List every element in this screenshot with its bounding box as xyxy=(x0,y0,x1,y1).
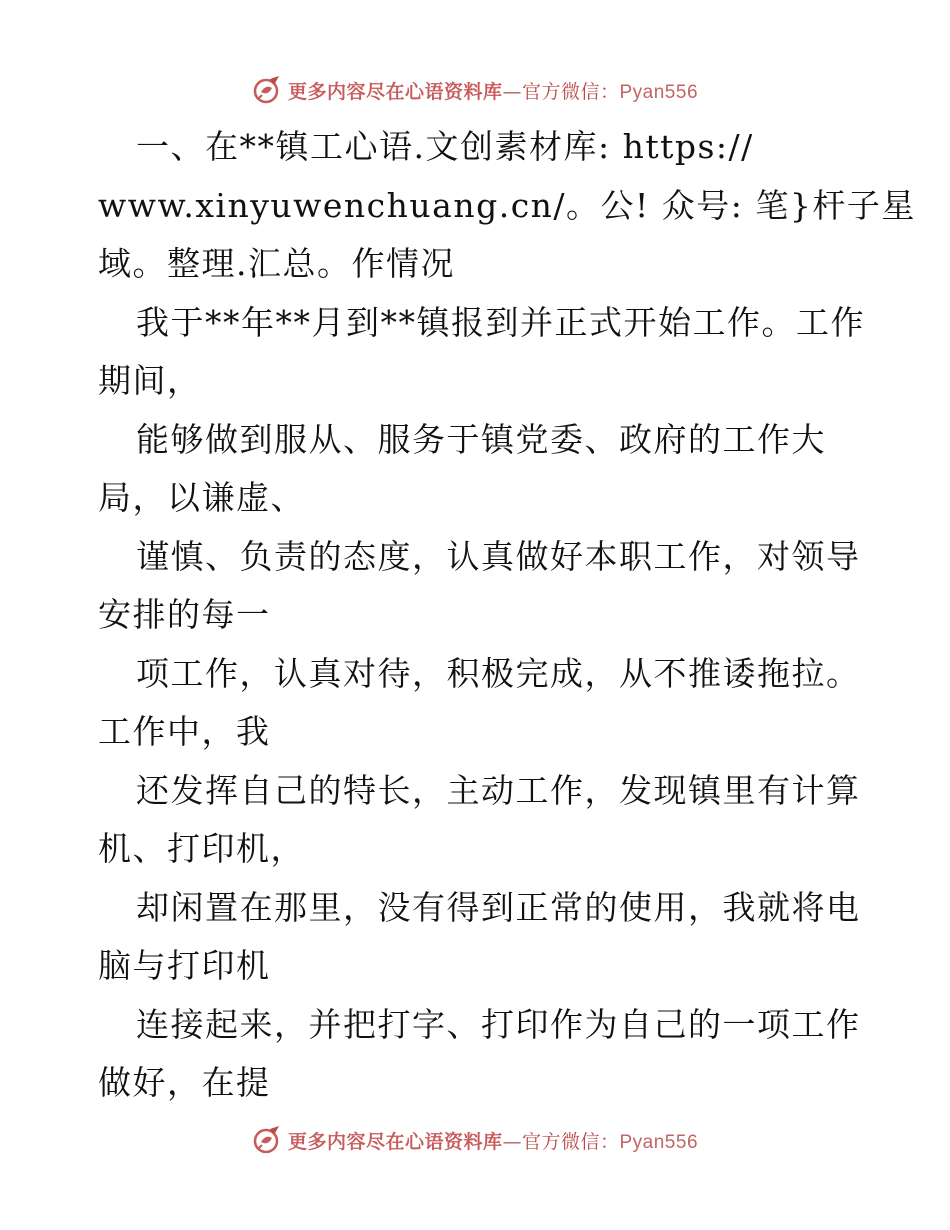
watermark-wechat-id: Pyan556 xyxy=(619,1131,699,1153)
text-line: 局，以谦虚、 xyxy=(98,478,305,517)
document-body xyxy=(98,118,916,1113)
text-line: 域。整理.汇总。作情况 xyxy=(98,244,455,283)
text-line: 我于**年**月到**镇报到并正式开始工作。工作 xyxy=(136,302,865,342)
footer-watermark-banner xyxy=(0,1120,950,1160)
watermark-wechat-label: 官方微信： xyxy=(521,1130,620,1153)
text-line: 机、打印机， xyxy=(98,829,305,868)
header-watermark-banner xyxy=(0,70,950,110)
watermark-brand: 更多内容尽在心语资料库 xyxy=(287,80,503,103)
text-line: 安排的每一 xyxy=(98,595,271,634)
text-line: 期间， xyxy=(98,361,202,400)
watermark-separator: — xyxy=(502,1130,522,1153)
text-line: 做好，在提 xyxy=(98,1063,271,1102)
watermark-brand: 更多内容尽在心语资料库 xyxy=(287,1130,503,1153)
watermark-text xyxy=(288,1127,698,1154)
watermark-text xyxy=(288,77,698,104)
text-line: 项工作，认真对待，积极完成，从不推诿拖拉。 xyxy=(136,653,861,693)
text-line: 谨慎、负责的态度，认真做好本职工作，对领导 xyxy=(136,536,861,576)
text-line: 连接起来，并把打字、打印作为自己的一项工作 xyxy=(136,1004,861,1044)
text-line: www.xinyuwenchuang.cn/。公! 众号: 笔}杆子星 xyxy=(98,185,916,225)
text-line: 工作中，我 xyxy=(98,712,271,751)
rose-pen-logo-icon xyxy=(252,1125,282,1155)
watermark-wechat-label: 官方微信： xyxy=(521,80,620,103)
text-line: 能够做到服从、服务于镇党委、政府的工作大 xyxy=(136,419,826,459)
text-line: 一、在**镇工心语.文创素材库: https:// xyxy=(136,127,754,166)
rose-pen-logo-icon xyxy=(252,75,282,105)
watermark-wechat-id: Pyan556 xyxy=(619,81,699,103)
watermark-separator: — xyxy=(502,80,522,103)
text-line: 脑与打印机 xyxy=(98,946,271,985)
text-line: 还发挥自己的特长，主动工作，发现镇里有计算 xyxy=(136,770,861,810)
text-line: 却闲置在那里，没有得到正常的使用，我就将电 xyxy=(136,887,861,927)
